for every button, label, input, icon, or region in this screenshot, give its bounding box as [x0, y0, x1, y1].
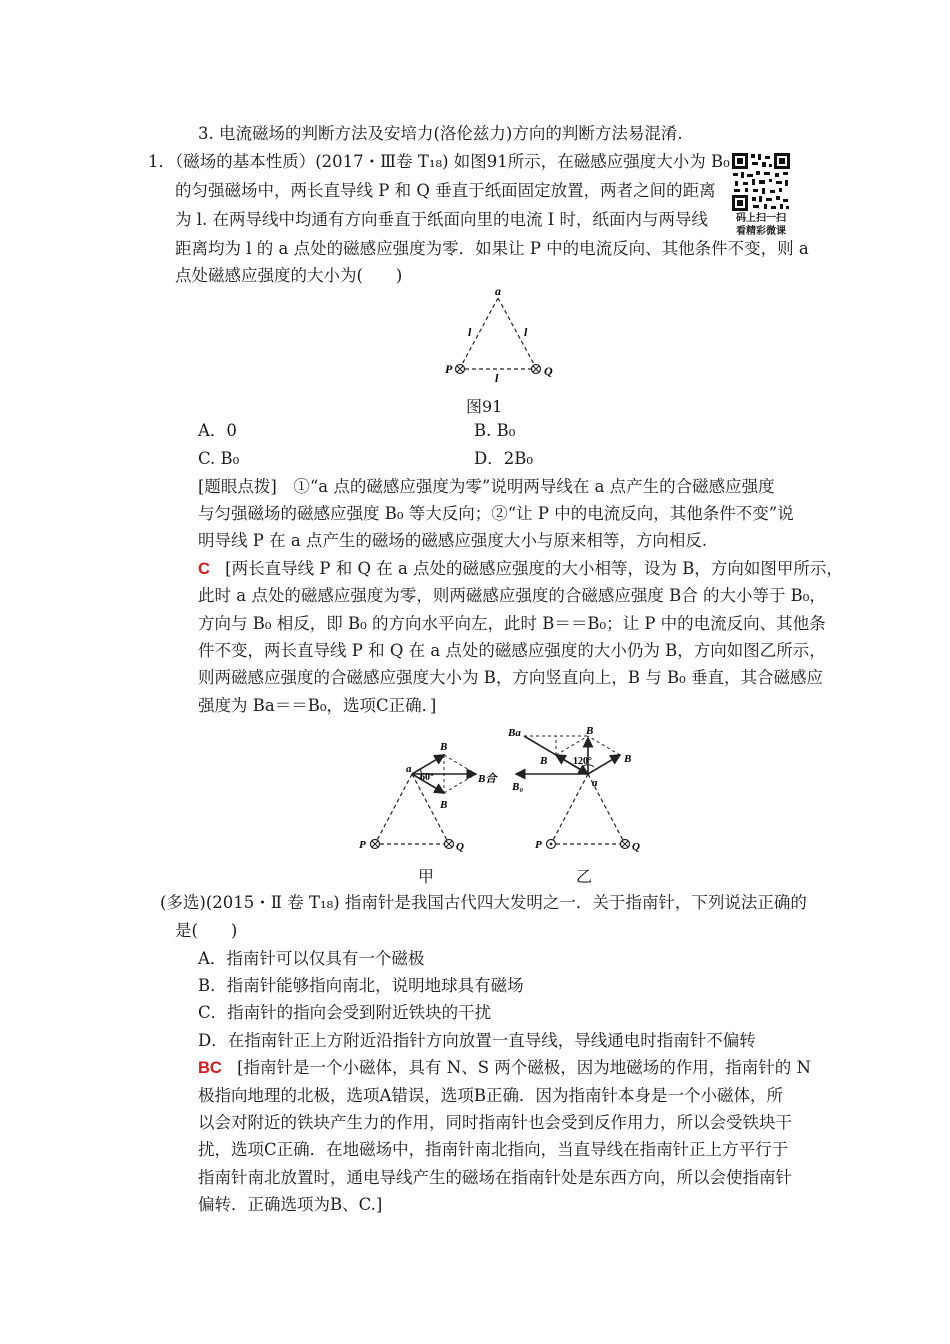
qr-caption-1: 码上扫一扫 [736, 213, 786, 224]
figures-jia-yi [350, 720, 670, 860]
jia-label-angle: 60° [420, 772, 434, 783]
yi-label-b-top: B [586, 725, 594, 737]
jia-label-q: Q [456, 841, 464, 853]
q1-option-c[interactable]: C. B₀ [198, 449, 240, 468]
jia-label-b-he: B合 [478, 773, 497, 785]
jia-label-a: a [406, 763, 412, 775]
yi-label-ba: Ba [508, 727, 521, 739]
q1-explanation-line-6: 强度为 Ba＝＝B₀，选项C正确．] [198, 696, 437, 715]
jia-label-b-up: B [440, 741, 448, 753]
top-note: 3. 电流磁场的判断方法及安培力(洛伦兹力)方向的判断方法易混淆. [198, 124, 683, 143]
hint-line-1: [题眼点拨] ①“a 点的磁感应强度为零”说明两导线在 a 点产生的合磁感应强度 [198, 477, 775, 496]
hint-line-3: 明导线 P 在 a 点产生的磁场的磁感应强度大小与原来相等，方向相反. [198, 531, 708, 550]
q2-option-a[interactable]: A．指南针可以仅具有一个磁极 [198, 949, 425, 968]
q1-line-3: 为 l. 在两导线中均通有方向垂直于纸面向里的电流 I 时，纸面内与两导线 [175, 210, 709, 229]
fig91-right-side [498, 298, 536, 368]
figure-91 [430, 284, 570, 384]
q2-stem-line-1: (多选)(2015・Ⅱ 卷 T₁₈) 指南针是我国古代四大发明之一．关于指南针，下列说法正确的 [160, 893, 807, 912]
qr-caption-2: 看精彩微课 [736, 226, 786, 237]
fig91-label-a: a [495, 284, 501, 298]
q1-line-5: 点处磁感应强度的大小为( ) [175, 266, 403, 285]
q2-option-c[interactable]: C．指南针的指向会受到附近铁块的干扰 [198, 1003, 492, 1022]
fig91-label-l-left: l [468, 325, 472, 339]
q2-option-b[interactable]: B．指南针能够指向南北，说明地球具有磁场 [198, 976, 524, 995]
q1-line-4: 距离均为 l 的 a 点处的磁感应强度为零．如果让 P 中的电流反向、其他条件不变，则 a [175, 239, 809, 258]
q2-option-d[interactable]: D．在指南针正上方附近沿指针方向放置一直导线，导线通电时指南针不偏转 [198, 1031, 756, 1050]
q1-answer: C [198, 560, 210, 578]
q1-explanation-line-4: 件不变，两长直导线 P 和 Q 在 a 点处的磁感应强度的大小仍为 B，方向如图乙所示， [198, 641, 826, 660]
q1-explanation-line-5: 则两磁感应强度的合磁感应强度大小为 B，方向竖直向上，B 与 B₀ 垂直，其合磁感应 [198, 668, 823, 687]
yi-label-p: P [535, 839, 542, 851]
yi-label-b0: B₀ [512, 781, 524, 793]
q1-explanation-line-3: 方向与 B₀ 相反，即 B₀ 的方向水平向左，此时 B＝＝B₀；让 P 中的电流反向、其他条 [198, 614, 826, 633]
figure-yi-caption: 乙 [576, 867, 593, 886]
q2-explanation-line-1 [198, 1058, 811, 1078]
q2-answer: BC [198, 1059, 222, 1077]
q2-explanation-line-4: 扰，选项C正确．在地磁场中，指南针南北指向，当直导线在指南针正上方平行于 [198, 1140, 789, 1159]
yi-label-angle: 120° [573, 756, 592, 767]
fig91-label-l-right: l [524, 325, 528, 339]
qr-code-image [731, 152, 791, 212]
q2-explanation-line-5: 指南针南北放置时，通电导线产生的磁场在指南针处是东西方向，所以会使指南针 [198, 1168, 792, 1187]
jia-label-b-down: B [440, 799, 448, 811]
q1-explanation-line-1 [198, 559, 843, 579]
jia-label-p: P [359, 839, 366, 851]
q1-option-b[interactable]: B. B₀ [474, 421, 516, 440]
yi-label-b-right: B [624, 753, 632, 765]
figure-jia-caption: 甲 [418, 867, 435, 886]
figure-jia [359, 741, 498, 853]
q2-explanation-line-6: 偏转．正确选项为B、C.] [198, 1195, 383, 1214]
yi-b-right-arrow [588, 755, 620, 774]
fig91-label-p: P [445, 362, 453, 376]
q1-option-d[interactable]: D．2B₀ [474, 449, 533, 468]
q1-explanation-first: [两长直导线 P 和 Q 在 a 点处的磁感应强度的大小相等，设为 B，方向如图甲所示， [225, 559, 843, 578]
yi-label-q: Q [632, 841, 640, 853]
fig91-left-side [460, 298, 498, 368]
q2-explanation-first: [指南针是一个小磁体，具有 N、S 两个磁极，因为地磁场的作用，指南针的 N [237, 1058, 811, 1077]
yi-label-b-mid: B [540, 755, 548, 767]
q2-stem-line-2: 是( ) [175, 921, 238, 940]
q2-explanation-line-2: 极指向地理的北极，选项A错误，选项B正确．因为指南针本身是一个小磁体，所 [198, 1086, 784, 1105]
q2-explanation-line-3: 以会对附近的铁块产生力的作用，同时指南针也会受到反作用力，所以会受铁块干 [198, 1113, 792, 1132]
yi-label-a: a [592, 777, 598, 789]
figure-91-caption: 图91 [466, 397, 503, 416]
qr-code[interactable] [731, 152, 791, 212]
hint-line-2: 与匀强磁场的磁感应强度 B₀ 等大反向；②“让 P 中的电流反向，其他条件不变”说 [198, 504, 794, 523]
q1-explanation-line-2: 此时 a 点处的磁感应强度为零，则两磁感应强度的合磁感应强度 B合 的大小等于 B₀， [198, 586, 826, 605]
figure-yi [507, 725, 640, 853]
fig91-label-q: Q [544, 364, 553, 378]
q1-option-a[interactable]: A．0 [198, 421, 237, 440]
q1-line-2: 的匀强磁场中，两长直导线 P 和 Q 垂直于纸面固定放置，两者之间的距离 [175, 181, 716, 200]
q1-line-1: 1．（磁场的基本性质）(2017・Ⅲ卷 T₁₈) 如图91所示，在磁感应强度大小为 B₀ [148, 152, 730, 171]
fig91-label-l-bottom: l [495, 371, 499, 384]
